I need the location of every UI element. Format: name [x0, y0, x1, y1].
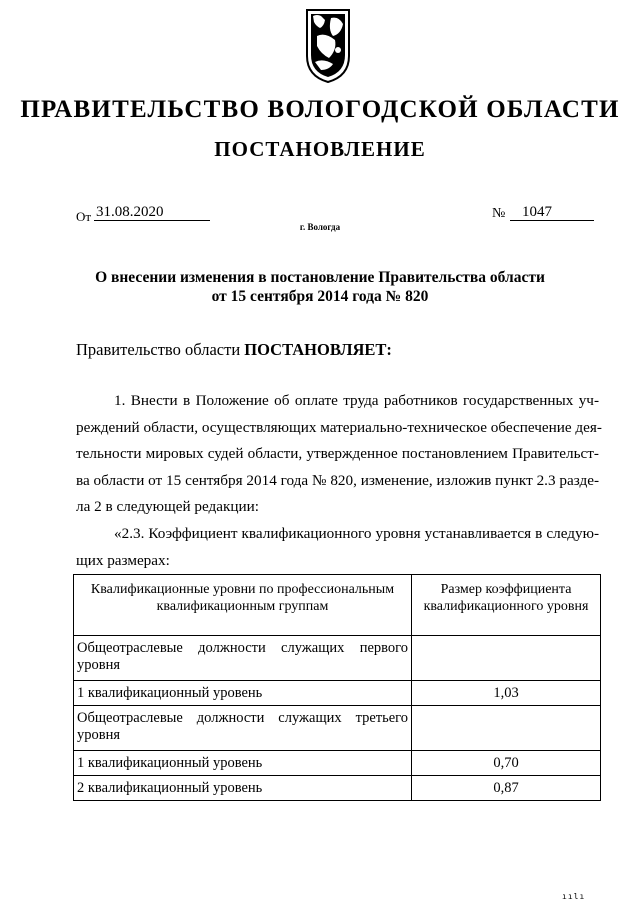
paragraph-2 — [76, 521, 599, 574]
table-row — [74, 706, 601, 751]
city: г. Вологда — [299, 222, 341, 232]
government-title: ПРАВИТЕЛЬСТВО ВОЛОГОДСКОЙ ОБЛАСТИ — [20, 96, 620, 123]
document-type: ПОСТАНОВЛЕНИЕ — [214, 137, 426, 161]
table-cell-label: 2 квалификационный уровень — [74, 776, 412, 801]
table-cell-value: 0,87 — [412, 776, 601, 801]
paragraph-line: реждений области, осуществляющих материально-техническое обеспечение дея- — [76, 418, 602, 436]
decree-prefix: Правительство области — [76, 340, 241, 359]
paragraph-line: 1. Внести в Положение об оплате труда работников государственных уч- — [114, 392, 599, 409]
decree-line — [76, 340, 392, 360]
date-label: От — [76, 209, 92, 224]
coefficient-table — [73, 574, 601, 801]
decree-verb: ПОСТАНОВЛЯЕТ: — [244, 340, 392, 359]
paragraph-1 — [76, 388, 602, 521]
table-cell-label: Общеотраслевые должности служащих первого уровня — [74, 636, 412, 681]
paragraph-line: ла 2 в следующей редакции: — [76, 498, 259, 515]
document-number: 1047 — [510, 204, 594, 221]
vologda-coat-of-arms-icon — [303, 6, 353, 84]
table-row — [74, 681, 601, 706]
table-row — [74, 751, 601, 776]
heading-line-1: О внесении изменения в постановление Правительства области — [95, 269, 545, 286]
table-row — [74, 776, 601, 801]
table-cell-value: 0,70 — [412, 751, 601, 776]
table-cell-label: 1 квалификационный уровень — [74, 681, 412, 706]
table-header-coefficient: Размер коэффициента квалификационного уровня — [412, 575, 601, 636]
document-heading — [0, 268, 640, 306]
table-header-row — [74, 575, 601, 636]
document-date: 31.08.2020 — [94, 204, 210, 221]
table-cell-label: 1 квалификационный уровень — [74, 751, 412, 776]
table-cell-value — [412, 706, 601, 751]
table-cell-value: 1,03 — [412, 681, 601, 706]
table-cell-value — [412, 636, 601, 681]
paragraph-line: ва области от 15 сентября 2014 года № 820, изменение, изложив пункт 2.3 разде- — [76, 471, 599, 489]
table-cell-label: Общеотраслевые должности служащих третьего уровня — [74, 706, 412, 751]
paragraph-line: тельности мировых судей области, утвержденное постановлением Правительст- — [76, 445, 599, 462]
barcode-mark: ıılı — [562, 892, 586, 901]
paragraph-line: щих размерах: — [76, 551, 170, 569]
table-row — [74, 636, 601, 681]
heading-line-2: от 15 сентября 2014 года № 820 — [211, 288, 429, 305]
table-header-levels: Квалификационные уровни по профессиональным квалификационным группам — [74, 575, 412, 636]
number-label: № — [492, 206, 506, 221]
paragraph-line: «2.3. Коэффициент квалификационного уровня устанавливается в следую- — [114, 525, 599, 542]
